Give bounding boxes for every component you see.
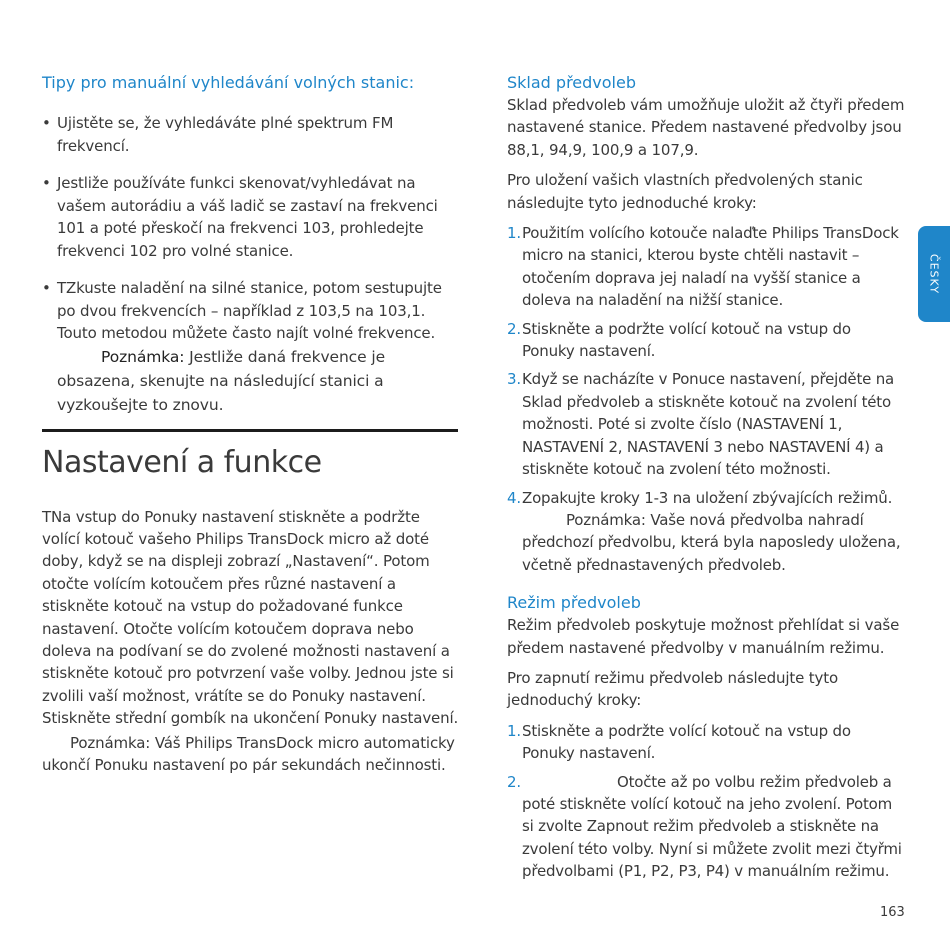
rezim-paragraph: Režim předvoleb poskytuje možnost přehlídat si vaše předem nastavené předvolby v manuálním režimu. xyxy=(507,616,900,657)
step-number: 2. xyxy=(507,319,521,338)
rezim-heading: Režim předvoleb xyxy=(507,593,641,613)
rezim-paragraph: Pro zapnutí režimu předvoleb následujte tyto jednoduchý kroky: xyxy=(507,668,839,710)
bullet-icon: • xyxy=(42,174,51,192)
step-number: 4. xyxy=(507,488,521,507)
section-divider xyxy=(42,429,458,432)
sklad-paragraph: Pro uložení vašich vlastních předvolených stanic následujte tyto jednoduché kroky: xyxy=(507,171,863,212)
step-text: Když se nacházíte v Ponuce nastavení, přejděte na Sklad předvoleb a stiskněte kotouč na zvolení této možnosti. Poté si zvolte číslo (NASTAVENÍ 1, NASTAVENÍ 2, NASTAVENÍ 3 nebo NASTAVENÍ 4) a stiskněte kotouč na zvolení této možnosti. xyxy=(522,370,895,479)
step-item xyxy=(507,720,907,765)
step-item xyxy=(507,771,907,883)
left-column xyxy=(42,72,460,776)
note-label: Poznámka: xyxy=(566,510,646,529)
bullet-text: Ujistěte se, že vyhledáváte plné spektrum FM frekvencí. xyxy=(57,114,394,155)
bullet-item xyxy=(42,112,460,157)
note xyxy=(522,509,907,576)
bullet-text: Jestliže používáte funkci skenovat/vyhledávat na vašem autorádiu a váš ladič se zastaví na frekvenci 101 a poté přeskočí na frekvenci 103, prohledejte frekvenci 102 pro volné stanice. xyxy=(57,174,438,260)
step-item xyxy=(507,222,907,312)
step-item xyxy=(507,487,907,577)
step-number: 1. xyxy=(507,224,521,243)
step-text: Zopakujte kroky 1-3 na uložení zbývajících režimů. xyxy=(522,488,893,507)
note xyxy=(42,345,460,417)
bullet-icon: • xyxy=(42,114,51,132)
bullet-text: TZkuste naladění na silné stanice, potom sestupujte po dvou frekvencích – například z 103,5 na 103,1. Touto metodou můžete často najít volné frekvence. xyxy=(57,279,442,342)
tips-heading: Tipy pro manuální vyhledávání volných stanic: xyxy=(42,73,415,92)
note-label: Poznámka: xyxy=(70,733,151,752)
page-number: 163 xyxy=(880,905,905,920)
note-text: Vaše nová předvolba nahradí předchozí předvolbu, která byla naposledy uložena, včetně přednastavených předvoleb. xyxy=(522,510,901,574)
step-item xyxy=(507,318,907,363)
step-number: 1. xyxy=(507,721,521,740)
note xyxy=(42,732,460,777)
language-tab-label: ČESKY xyxy=(927,253,941,295)
sklad-paragraph: Sklad předvoleb vám umožňuje uložit až čtyři předem nastavené stanice. Předem nastavené předvolby jsou 88,1, 94,9, 100,9 a 107,9. xyxy=(507,96,905,159)
bullet-item xyxy=(42,172,460,262)
right-column xyxy=(507,72,907,889)
note-label: Poznámka: xyxy=(101,347,185,366)
note-text: Jestliže daná frekvence je obsazena, skenujte na následující stanici a vyzkoušejte to znovu. xyxy=(57,347,386,414)
bullet-item xyxy=(42,277,460,417)
step-number: 3. xyxy=(507,370,521,389)
step-text: Použitím volícího kotouče nalaďte Philips TransDock micro na stanici, kterou byste chtěli nastavit – otočením doprava jej naladí na vyšší stanice a doleva na naladění na nižší stanice. xyxy=(522,224,899,310)
section-body: TNa vstup do Ponuky nastavení stiskněte a podržte volící kotouč vašeho Philips TransDock micro až doté doby, když se na displeji zobrazí „Nastavení“. Potom otočte volícím kotoučem přes různé nastavení a stiskněte kotouč na vstup do požadované funkce nastavení. Otočte volícím kotoučem doprava nebo doleva na podívaní se do zvolené možnosti nastavení a stiskněte kotouč pro potvrzení vaše volby. Jednou jste si zvolili vaší možnost, vrátíte se do Ponuky nastavení. Stiskněte střední gombík na ukončení Ponuky nastavení. xyxy=(42,507,459,728)
language-tab xyxy=(918,226,950,322)
bullet-icon: • xyxy=(42,279,51,297)
note-text: Váš Philips TransDock micro automaticky ukončí Ponuku nastavení po pár sekundách nečinnosti. xyxy=(42,733,455,774)
section-title: Nastavení a funkce xyxy=(42,444,322,480)
step-text: Otočte až po volbu režim předvoleb a poté stiskněte volící kotouč na jeho zvolení. Potom si zvolte Zapnout režim předvoleb a stiskněte na zvolení této volby. Nyní si můžete zvolit mezi čtyřmi předvolbami (P1, P2, P3, P4) v manuálním režimu. xyxy=(522,772,902,881)
sklad-heading: Sklad předvoleb xyxy=(507,73,636,92)
step-text: Stiskněte a podržte volící kotouč na vstup do Ponuky nastavení. xyxy=(522,721,851,763)
step-number: 2. xyxy=(507,772,521,791)
step-item xyxy=(507,368,907,480)
step-text: Stiskněte a podržte volící kotouč na vstup do Ponuky nastavení. xyxy=(522,319,851,361)
